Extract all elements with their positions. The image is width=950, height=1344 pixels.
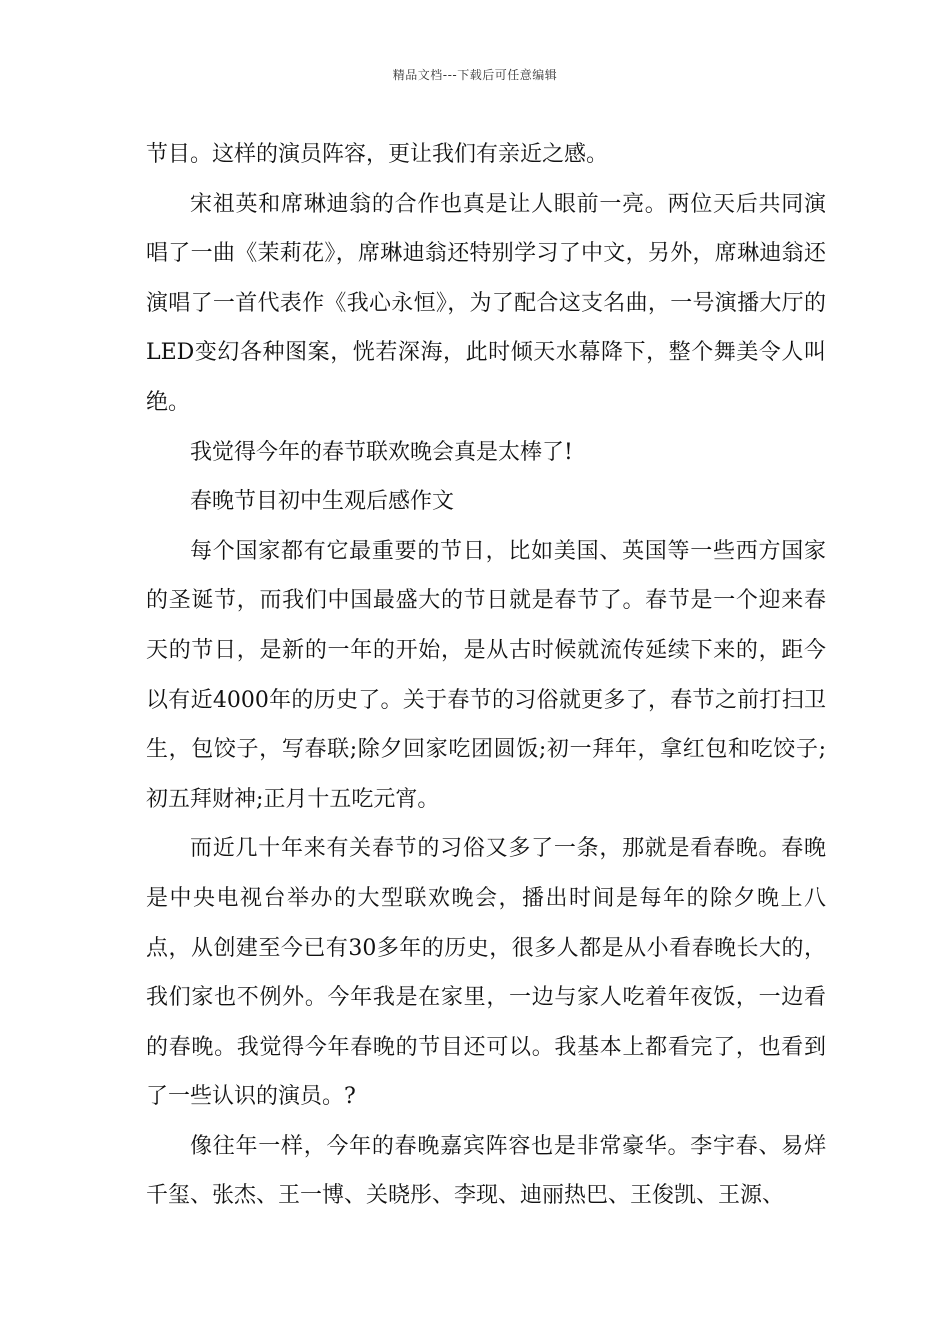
page-header: 精品文档---下载后可任意编辑 [392, 68, 558, 82]
paragraph: 每个国家都有它最重要的节日，比如美国、英国等一些西方国家的圣诞节，而我们中国最盛大的节日就是春节了。春节是一个迎来春天的节日，是新的一年的开始，是从古时候就流传延续下来的，距今以有近4000年的历史了。关于春节的习俗就更多了，春节之前打扫卫生，包饺子，写春联;除夕回家吃团圆饭;初一拜年，拿红包和吃饺子;初五拜财神;正月十五吃元宵。 [146, 538, 826, 812]
paragraph: 而近几十年来有关春节的习俗又多了一条，那就是看春晚。春晚是中央电视台举办的大型联欢晚会，播出时间是每年的除夕晚上八点，从创建至今已有30多年的历史，很多人都是从小看春晚长大的，我们家也不例外。今年我是在家里，一边与家人吃着年夜饭，一边看的春晚。我觉得今年春晚的节目还可以。我基本上都看完了，也看到了一些认识的演员。? [146, 836, 826, 1110]
paragraph: 我觉得今年的春节联欢晚会真是太棒了! [190, 439, 573, 465]
section-heading: 春晚节目初中生观后感作文 [190, 489, 455, 515]
paragraph: 宋祖英和席琳迪翁的合作也真是让人眼前一亮。两位天后共同演唱了一曲《茉莉花》，席琳迪翁还特别学习了中文，另外，席琳迪翁还演唱了一首代表作《我心永恒》，为了配合这支名曲，一号演播大厅的LED变幻各种图案，恍若深海，此时倾天水幕降下，整个舞美令人叫绝。 [146, 191, 826, 415]
document-body [146, 130, 826, 1221]
paragraph: 节目。这样的演员阵容，更让我们有亲近之感。 [146, 142, 609, 167]
paragraph: 像往年一样，今年的春晚嘉宾阵容也是非常豪华。李宇春、易烊千玺、张杰、王一博、关晓彤、李现、迪丽热巴、王俊凯、王源、 [146, 1133, 826, 1209]
